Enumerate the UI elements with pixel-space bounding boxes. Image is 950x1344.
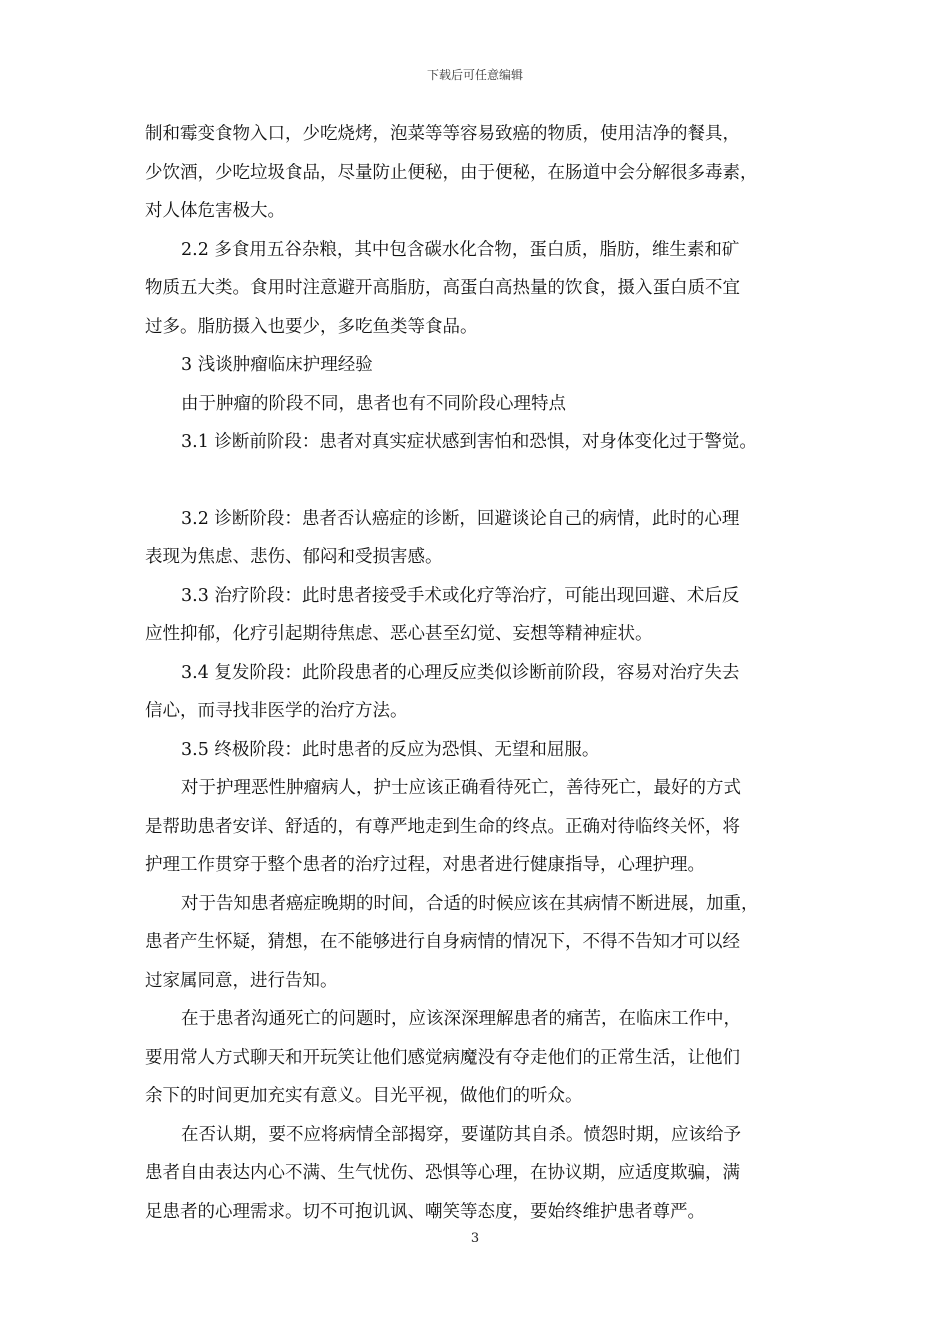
text-line: 过家属同意，进行告知。 [145, 970, 338, 991]
document-body [145, 115, 825, 1231]
text-line: 3.5 终极阶段：此时患者的反应为恐惧、无望和屈服。 [181, 739, 600, 760]
text-line: 制和霉变食物入口，少吃烧烤，泡菜等等容易致癌的物质，使用洁净的餐具， [145, 124, 740, 144]
text-line: 2.2 多食用五谷杂粮，其中包含碳水化合物，蛋白质，脂肪，维生素和矿 [181, 239, 740, 260]
text-line: 3.4 复发阶段：此阶段患者的心理反应类似诊断前阶段，容易对治疗失去 [181, 662, 740, 683]
text-line: 在否认期，要不应将病情全部揭穿，要谨防其自杀。愤怨时期，应该给予 [181, 1124, 741, 1145]
page-number: 3 [470, 1231, 480, 1246]
text-line: 足患者的心理需求。切不可抱讥讽、嘲笑等态度，要始终维护患者尊严。 [145, 1201, 705, 1222]
text-line: 在于患者沟通死亡的问题时，应该深深理解患者的痛苦，在临床工作中， [181, 1009, 741, 1029]
text-line: 患者产生怀疑，猜想，在不能够进行自身病情的情况下，不得不告知才可以经 [145, 932, 740, 952]
text-line: 由于肿瘤的阶段不同，患者也有不同阶段心理特点 [181, 393, 566, 414]
text-line: 表现为焦虑、悲伤、郁闷和受损害感。 [145, 547, 443, 567]
section-heading-3 [145, 346, 825, 385]
paragraph-food-safety [145, 115, 825, 231]
paragraph-section-3-2 [145, 500, 825, 577]
text-line: 对于告知患者癌症晚期的时间，合适的时候应该在其病情不断进展，加重， [181, 893, 759, 914]
text-line: 对于护理恶性肿瘤病人，护士应该正确看待死亡，善待死亡，最好的方式 [181, 778, 741, 798]
text-line: 是帮助患者安详、舒适的，有尊严地走到生命的终点。正确对待临终关怀，将 [145, 816, 740, 837]
text-line: 余下的时间更加充实有意义。目光平视，做他们的听众。 [145, 1086, 583, 1106]
text-line: 物质五大类。食用时注意避开高脂肪，高蛋白高热量的饮食，摄入蛋白质不宜 [145, 278, 740, 298]
paragraph-section-3-5 [145, 731, 825, 770]
paragraph-section-3-1 [145, 423, 825, 462]
text-line: 少饮酒，少吃垃圾食品，尽量防止便秘，由于便秘，在肠道中会分解很多毒素， [145, 162, 758, 183]
text-line: 信心，而寻找非医学的治疗方法。 [145, 701, 408, 721]
paragraph-intro-stages [145, 385, 825, 424]
paragraph-section-2-2 [145, 231, 825, 347]
text-line: 应性抑郁，化疗引起期待焦虑、恶心甚至幻觉、妄想等精神症状。 [145, 624, 653, 644]
text-line: 3 浅谈肿瘤临床护理经验 [181, 355, 373, 375]
text-line: 要用常人方式聊天和开玩笑让他们感觉病魔没有夺走他们的正常生活，让他们 [145, 1047, 740, 1068]
text-line: 护理工作贯穿于整个患者的治疗过程，对患者进行健康指导，心理护理。 [145, 855, 705, 875]
text-line: 患者自由表达内心不满、生气忧伤、恐惧等心理，在协议期，应适度欺骗，满 [145, 1163, 740, 1183]
text-line: 3.1 诊断前阶段：患者对真实症状感到害怕和恐惧，对身体变化过于警觉。 [181, 432, 757, 452]
blank-line [145, 462, 825, 500]
text-line: 3.3 治疗阶段：此时患者接受手术或化疗等治疗，可能出现回避、术后反 [181, 585, 740, 606]
page-header: 下载后可任意编辑 [426, 68, 523, 82]
text-line: 过多。脂肪摄入也要少，多吃鱼类等食品。 [145, 316, 478, 337]
text-line: 对人体危害极大。 [145, 201, 285, 221]
paragraph-section-3-3 [145, 577, 825, 654]
paragraph-denial-stage [145, 1116, 825, 1232]
text-line: 3.2 诊断阶段：患者否认癌症的诊断，回避谈论自己的病情，此时的心理 [181, 508, 740, 529]
paragraph-nursing-care [145, 769, 825, 885]
paragraph-section-3-4 [145, 654, 825, 731]
paragraph-communication [145, 1000, 825, 1116]
paragraph-informing-patient [145, 885, 825, 1001]
